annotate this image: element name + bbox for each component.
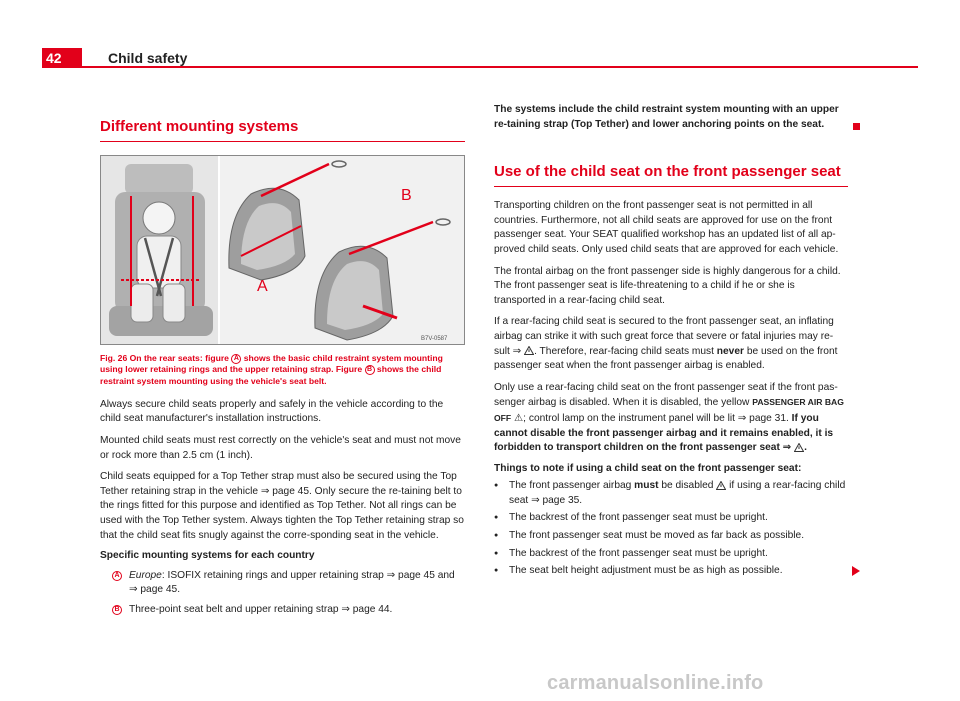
paragraph: Transporting children on the front passenger seat is not permitted in all countries. Furthermore, not all child seats are approved for use on the front passenger seat. Your SEAT qualified workshop has an updated list of all ap-proved child seats. Only used child seats that are approved for each vehicle. — [494, 200, 839, 255]
text: The front passenger seat must be moved as far back as possible. — [509, 530, 805, 542]
text: if using a rear-facing child seat ⇒ page 35. — [509, 480, 846, 506]
emphasis-must: must — [634, 480, 659, 492]
systems-intro — [494, 103, 848, 132]
warning-icon — [524, 346, 534, 355]
item-region: Europe — [129, 569, 162, 581]
figure-caption — [100, 353, 465, 387]
list-item — [494, 547, 848, 562]
continue-arrow-icon — [852, 566, 860, 576]
list-item — [494, 564, 848, 579]
caption-text-3: shows the child restraint system mounting using the vehicle's seat belt. — [100, 364, 442, 386]
child-leg-right — [163, 284, 185, 322]
section-title-mounting-systems: Different mounting systems — [100, 118, 465, 142]
paragraph-airbag-disabled: Only use a rear-facing child seat on the front passenger seat if the front pas-senger airbag is disabled. When it is disabled, the yellow PASSENGER AIR BAG OFF ⚠; control lamp on the instrument panel will be lit ⇒ page 31. If you cannot disable the front passenger airbag and it remains enabled, it is forbidden to transport children on the front passenger seat ⇒ . — [494, 381, 844, 454]
text: be used on the front passenger seat when the front passenger airbag is enabled. — [494, 345, 838, 372]
paragraph: The frontal airbag on the front passenger side is highly dangerous for a child. The front passenger seat is life-threatening to a child if he or she is transported in a rear-facing child seat. — [494, 265, 841, 306]
chapter-title: Child safety — [108, 50, 188, 66]
airbag-lamp-icon: ⚠; — [514, 412, 526, 424]
text: The backrest of the front passenger seat must be upright. — [509, 547, 768, 559]
caption-text-2: shows the basic child restraint system mounting using lower retaining rings and the upper retaining strap. Figure — [100, 353, 443, 375]
paragraph: Mounted child seats must rest correctly on the vehicle's seat and must not move or rock more than 2.5 cm (1 inch). — [100, 435, 461, 461]
text: be disabled — [661, 480, 714, 492]
section-end-marker — [853, 123, 860, 130]
paragraph: Child seats equipped for a Top Tether strap must also be secured using the Top Tether retaining strap in the vehicle ⇒ page 45. Only secure the re-taining belt to the rings fitted for this purpose and identified as Top Tether. Not all rings can be used with the Top Tether system. Always tighten the Top Tether retaining strap so that the child seat fits snugly against the corre-sponding seat in the vehicle. — [100, 471, 464, 541]
figure-code: B7V-0587 — [421, 336, 448, 342]
figure-label-a: A — [257, 278, 268, 295]
left-column — [100, 118, 465, 618]
text: control lamp on the instrument panel will be lit ⇒ page 31. — [528, 412, 789, 424]
caption-fig-number: Fig. 26 — [100, 353, 128, 363]
caption-marker-a: A — [231, 354, 241, 364]
child-seat-figure — [100, 155, 465, 345]
item-text: : ISOFIX retaining rings and upper retaining strap ⇒ page 45 and ⇒ page 45. — [129, 569, 455, 596]
text: Only use a rear-facing child seat on the front passenger seat if the front pas-senger airbag is disabled. When it is disabled, the yellow — [494, 381, 838, 409]
paragraph: Always secure child seats properly and safely in the vehicle according to the child seat manufacturer's installation instructions. — [100, 398, 444, 425]
text: . Therefore, rear-facing child seats must — [534, 345, 714, 357]
section-title-front-passenger: Use of the child seat on the front passenger seat — [494, 163, 848, 187]
warning-icon — [716, 481, 726, 490]
child-head — [143, 202, 175, 234]
paragraph-airbag-warning — [494, 315, 848, 373]
header-rule — [82, 66, 918, 68]
right-column — [494, 103, 848, 579]
list-item — [494, 511, 848, 526]
watermark: carmanualsonline.info — [547, 672, 764, 694]
list-item — [494, 479, 848, 508]
text: If a rear-facing child seat is secured to the front passenger seat, an inflating airbag can strike it with such great force that severe or fatal injuries may re-sult ⇒ — [494, 316, 834, 357]
warning-icon — [794, 443, 804, 452]
systems-intro-text: The systems include the child restraint system mounting with an upper re-taining strap (Top Tether) and lower anchoring points on the seat. — [494, 104, 839, 130]
caption-text-1: On the rear seats: figure — [129, 353, 229, 363]
figure-label-b: B — [401, 187, 412, 204]
list-item — [494, 529, 848, 544]
things-to-note-heading: Things to note if using a child seat on the front passenger seat: — [494, 462, 802, 474]
emphasis-never: never — [716, 345, 744, 357]
caption-marker-b: B — [365, 365, 375, 375]
headrest — [125, 164, 193, 194]
text: The seat belt height adjustment must be as high as possible. — [509, 565, 783, 577]
item-marker-b: B — [112, 605, 122, 615]
text: The front passenger airbag — [509, 480, 632, 492]
text: The backrest of the front passenger seat must be upright. — [509, 512, 768, 524]
bold-warning: If you cannot disable the front passenger airbag and it remains enabled, it is forbidden to transport children on the front passenger seat ⇒ — [494, 412, 834, 454]
specific-mounting-heading: Specific mounting systems for each country — [100, 550, 315, 562]
item-marker-a: A — [112, 571, 122, 581]
mounting-item-europe — [100, 569, 465, 598]
passenger-airbag-off-lamp: PASSENGER AIR BAG OFF — [494, 397, 844, 423]
child-leg-left — [131, 284, 153, 322]
figure-illustration — [101, 156, 465, 345]
page-number: 42 — [42, 48, 82, 68]
item-text: Three-point seat belt and upper retaining strap ⇒ page 44. — [129, 604, 393, 616]
mounting-item-three-point — [100, 603, 465, 618]
seat-cushion — [109, 306, 213, 336]
